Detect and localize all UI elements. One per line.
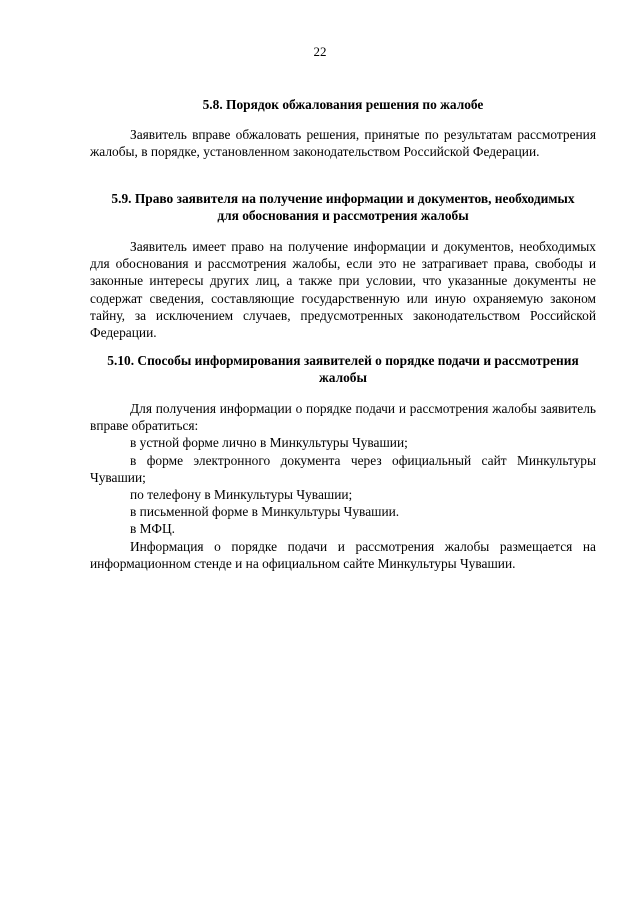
section-5-10-closing: Информация о порядке подачи и рассмотрения жалобы размещается на информационном стенде и на официальном сайте Минкультуры Чувашии. [90, 538, 596, 571]
list-item: в устной форме лично в Минкультуры Чувашии; [130, 435, 408, 451]
section-5-9-heading [90, 190, 596, 224]
section-5-10-body [90, 400, 596, 572]
page-number: 22 [313, 44, 327, 59]
section-5-9-heading-line1: 5.9. Право заявителя на получение информации и документов, необходимых [111, 191, 575, 206]
section-5-10-heading-line1: 5.10. Способы информирования заявителей о порядке подачи и рассмотрения [107, 353, 579, 368]
section-5-10-heading-line2: жалобы [319, 370, 367, 385]
list-item: в МФЦ. [130, 521, 175, 537]
section-5-10-heading [90, 352, 596, 386]
list-item: по телефону в Минкультуры Чувашии; [130, 487, 353, 503]
section-5-9-heading-line2: для обоснования и рассмотрения жалобы [217, 208, 469, 223]
list-item: в письменной форме в Минкультуры Чувашии. [130, 504, 400, 520]
section-5-10-intro: Для получения информации о порядке подачи и рассмотрения жалобы заявитель вправе обратиться: [90, 401, 596, 434]
section-5-9-paragraph: Заявитель имеет право на получение информации и документов, необходимых для обоснования и рассмотрения жалобы, если это не затрагивает права, свободы и законные интересы других лиц, а также при условии, что указанные документы не содержат сведения, составляющие государственную или иную охраняемую законом тайну, за исключением случаев, предусмотренных законодательством Российской Федерации. [90, 239, 596, 341]
section-5-8-paragraph: Заявитель вправе обжаловать решения, принятые по результатам рассмотрения жалобы, в порядке, установленном законодательством Российской Федерации. [90, 127, 596, 160]
section-5-8-heading: 5.8. Порядок обжалования решения по жалобе [202, 97, 484, 112]
list-item: в форме электронного документа через официальный сайт Минкультуры Чувашии; [90, 452, 596, 485]
